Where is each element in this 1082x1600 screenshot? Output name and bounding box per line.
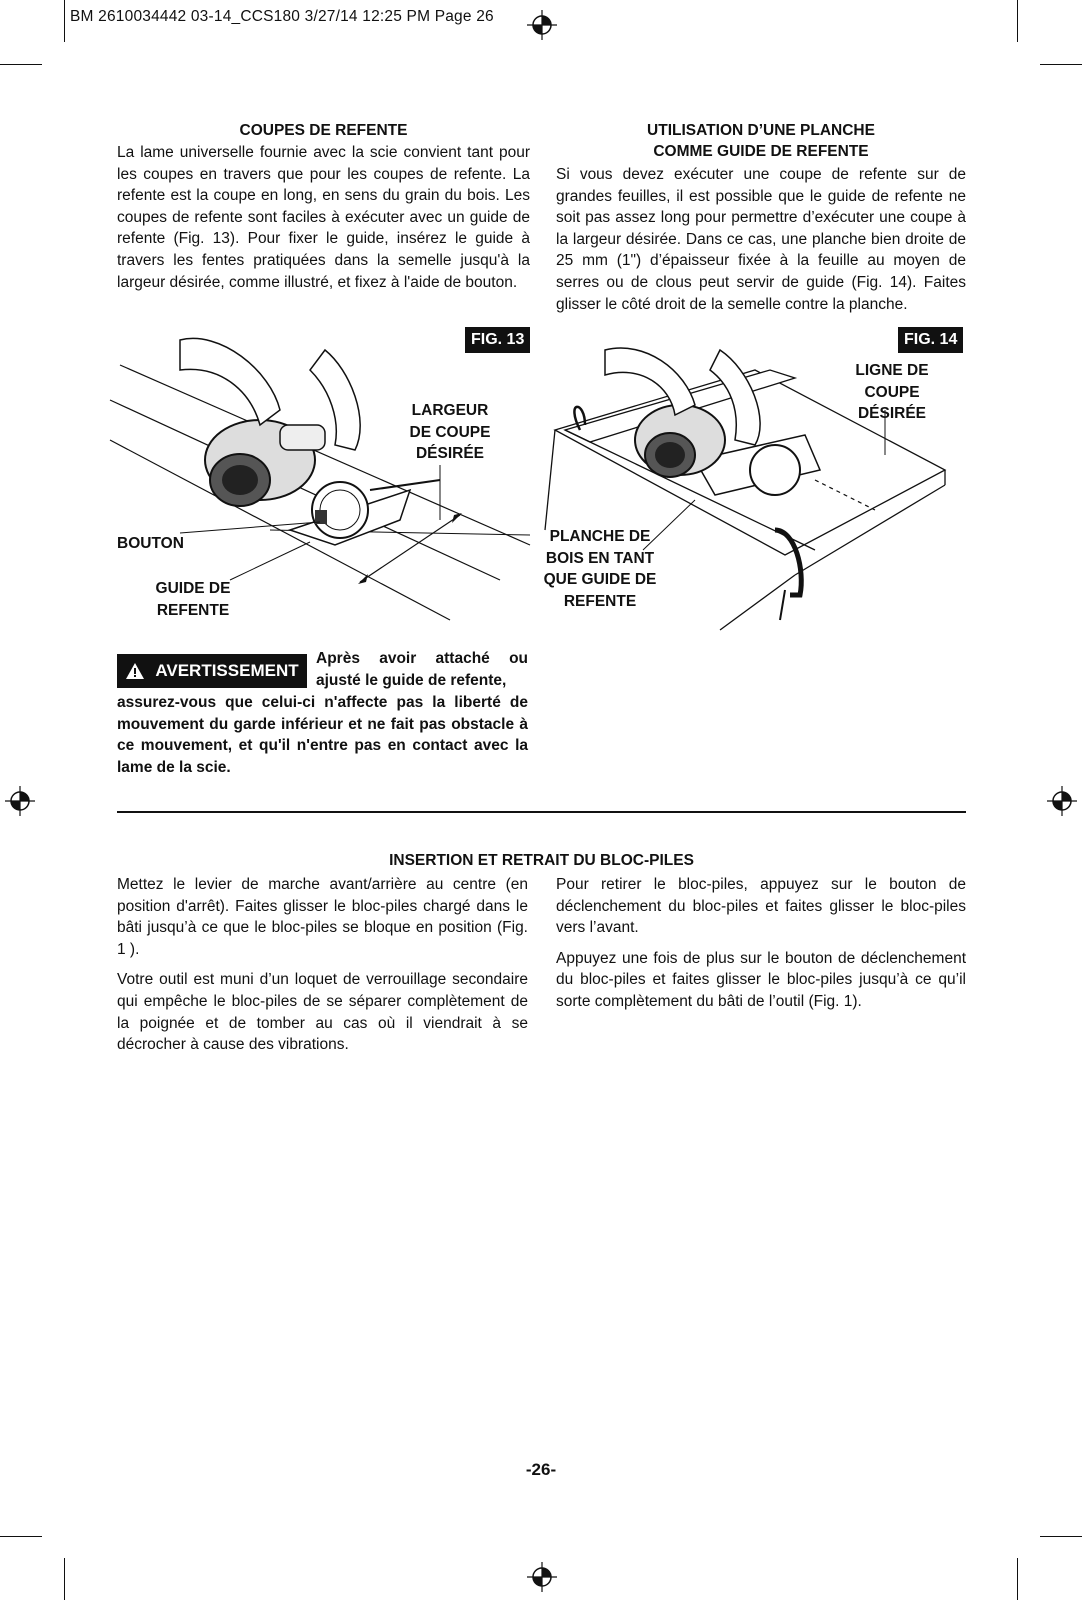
crop-mark — [1040, 1536, 1082, 1537]
section-heading-board-guide — [556, 120, 966, 162]
fig13-badge: FIG. 13 — [465, 327, 530, 353]
warning-text-rest: assurez-vous que celui-ci n'affecte pas la liberté de mouvement du garde inférieur et ne fait pas obstacle à ce mouvement, et qu'il n'entre pas en contact avec la lame de la scie. — [117, 694, 528, 776]
section-divider — [117, 811, 966, 813]
crop-mark — [1040, 64, 1082, 65]
crop-mark — [64, 0, 65, 42]
registration-mark-icon — [527, 1562, 557, 1592]
callout-line: BOIS EN TANT — [545, 549, 655, 567]
battery-right-p2: Appuyez une fois de plus sur le bouton de déclenchement du bloc-piles et faites glisser le bloc-piles jusqu’à ce qu’il sorte complètement du bâti de l’outil (Fig. 1). — [556, 949, 966, 1010]
callout-line: DE COUPE — [409, 423, 491, 441]
board-guide-paragraph — [556, 164, 966, 324]
battery-right-column — [556, 874, 966, 1022]
warning-text-first: Après avoir attaché ou ajusté le guide de refente, — [316, 650, 528, 689]
callout-line: REFENTE — [563, 592, 637, 610]
battery-right-p1: Pour retirer le bloc-piles, appuyez sur le bouton de déclenchement du bloc-piles et faites glisser le bloc-piles vers l’avant. — [556, 876, 966, 937]
crop-mark — [0, 64, 42, 65]
fig13-callout-guide — [148, 578, 238, 621]
callout-line: LARGEUR — [411, 402, 489, 419]
crop-mark — [1017, 0, 1018, 42]
battery-left-p2: Votre outil est muni d’un loquet de verrouillage secondaire qui empêche le bloc-piles de se séparer complètement de la poignée et de tomber au cas où il viendrait à se décrocher à cause des vibrations. — [117, 971, 528, 1054]
callout-line: QUE GUIDE DE — [543, 571, 657, 588]
callout-line: COUPE — [864, 383, 920, 401]
crop-mark — [0, 1536, 42, 1537]
callout-line: LIGNE DE — [855, 362, 929, 379]
crop-mark — [64, 1558, 65, 1600]
fig14-callout-line — [842, 360, 942, 425]
fig14-callout-board — [540, 526, 660, 612]
fig13-callout-knob: BOUTON — [117, 535, 184, 552]
page-number: -26- — [525, 1460, 557, 1479]
warning-badge — [117, 654, 307, 688]
rip-cuts-text: La lame universelle fournie avec la scie convient tant pour les coupes en travers que pour les coupes de refente. La refente est la coupe en long, en sens du grain du bois. Les coupes de refente sont faciles à exécuter avec un guide de refente (Fig. 13). Pour fixer le guide, insérez le guide à travers les fentes pratiquées dans la semelle jusqu'à la largeur désirée, comme illustré, et fixez à l'aide de bouton. — [117, 144, 530, 291]
battery-left-column — [117, 874, 528, 1065]
rip-cuts-paragraph — [117, 142, 530, 302]
warning-triangle-icon — [125, 662, 145, 680]
warning-label: AVERTISSEMENT — [155, 661, 299, 680]
crop-mark — [1017, 1558, 1018, 1600]
battery-left-p1: Mettez le levier de marche avant/arrière au centre (en position d'arrêt). Faites glisser le bloc-piles chargé dans le bâti jusqu’à ce que le bloc-piles se bloque en position (Fig. 1 ). — [117, 876, 528, 958]
registration-mark-icon — [527, 10, 557, 40]
callout-line: REFENTE — [156, 601, 230, 619]
callout-line: DÉSIRÉE — [415, 445, 485, 462]
print-slug: BM 2610034442 03-14_CCS180 3/27/14 12:25 PM Page 26 — [70, 8, 494, 25]
section-heading-rip-cuts: COUPES DE REFENTE — [239, 122, 408, 139]
board-guide-text: Si vous devez exécuter une coupe de refente sur de grandes feuilles, il est possible que le guide de refente ne soit pas assez long pour permettre d’exécuter une coupe à la largeur désirée. Dans ce cas, une planche bien droite de 25 mm (1") d’épaisseur fixée à la feuille au moyen de serres ou de clous peut servir de guide (Fig. 14). Faites glisser le côté droit de la semelle contre la planche. — [556, 166, 966, 313]
fig14-badge: FIG. 14 — [898, 327, 963, 353]
callout-line: GUIDE DE — [155, 580, 231, 597]
fig13-callout-width — [395, 400, 505, 465]
callout-line: PLANCHE DE — [549, 528, 651, 545]
registration-mark-icon — [5, 786, 35, 816]
section-heading-battery: INSERTION ET RETRAIT DU BLOC-PILES — [389, 852, 694, 869]
callout-line: DÉSIRÉE — [857, 405, 927, 422]
heading-line: COMME GUIDE DE REFENTE — [653, 143, 869, 160]
registration-mark-icon — [1047, 786, 1077, 816]
heading-line: UTILISATION D’UNE PLANCHE — [647, 122, 875, 139]
